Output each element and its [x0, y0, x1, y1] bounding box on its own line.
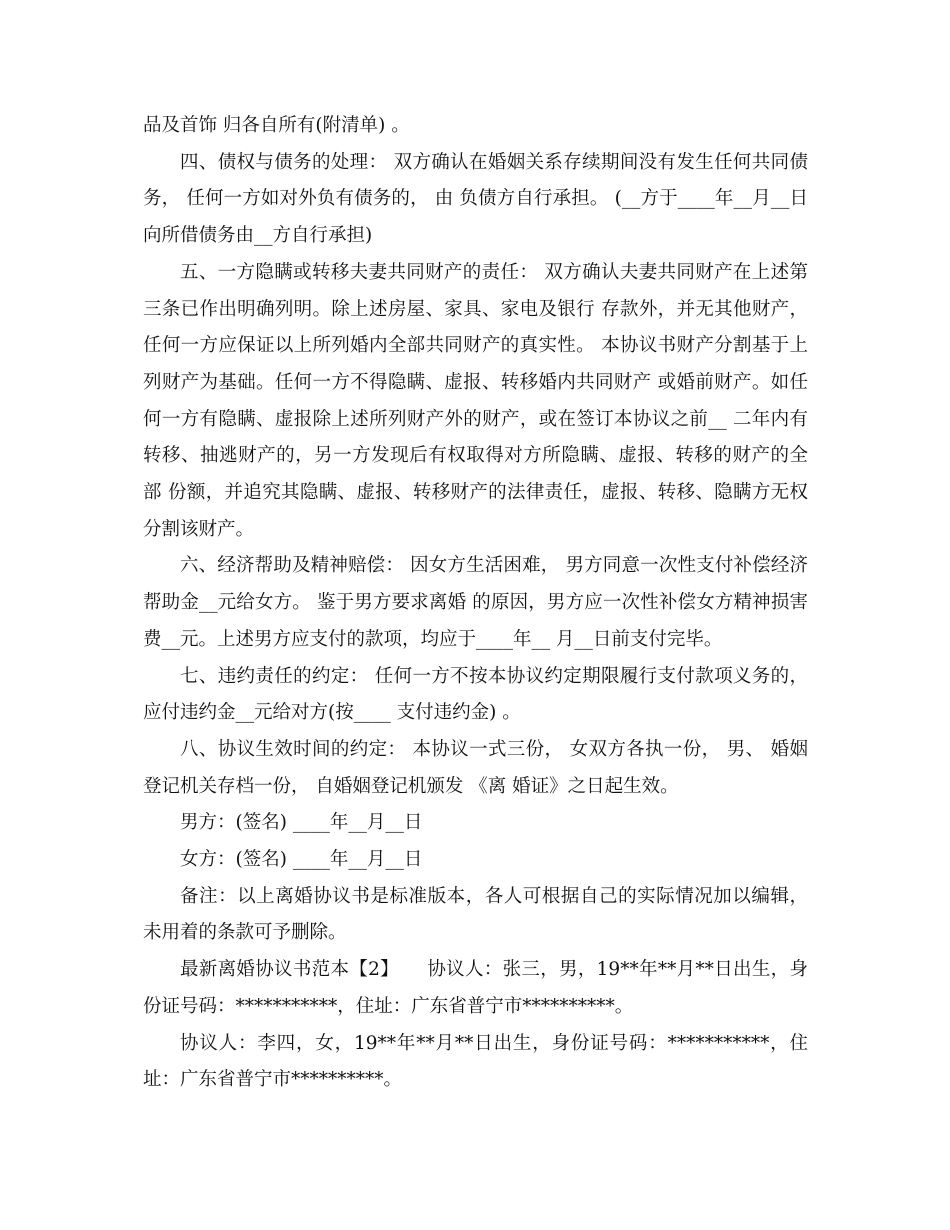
paragraph-economic-compensation: 六、经济帮助及精神赔偿： 因女方生活困难， 男方同意一次性支付补偿经济帮助金__元给女方。 鉴于男方要求离婚 的原因，男方应一次性补偿女方精神损害费__元。上述男方应支付的款项，均应于____年__ 月__日前支付完毕。: [143, 555, 808, 650]
paragraph-jewelry-clause-end: 品及首饰 归各自所有(附清单) 。: [143, 115, 410, 136]
signature-line-male: 男方：(签名) ____年__月__日: [180, 812, 423, 834]
paragraph-concealment-liability: 五、一方隐瞒或转移夫妻共同财产的责任： 双方确认夫妻共同财产在上述第三条已作出明确列明。除上述房屋、家具、家电及银行 存款外，并无其他财产，任何一方应保证以上所列婚内全部共同财产的真实性。 本协议书财产分割基于上列财产为基础。任何一方不得隐瞒、虚报、转移婚内共同财产 或婚前财产。如任何一方有隐瞒、虚报除上述所列财产外的财产，或在签订本协议之前__ 二年内有转移、抽逃财产的，另一方发现后有权取得对方所隐瞒、虚报、转移的财产的全部 份额，并追究其隐瞒、虚报、转移财产的法律责任，虚报、转移、隐瞒方无权分割该财产。: [143, 261, 808, 540]
paragraph-sample-2-party-one: 最新离婚协议书范本【2】 协议人：张三，男，19**年**月**日出生，身份证号码：***********，住址：广东省普宁市**********。: [143, 959, 808, 1017]
paragraph-sample-2-party-two: 协议人：李四，女，19**年**月**日出生，身份证号码：***********，住址：广东省普宁市**********。: [143, 1032, 808, 1091]
paragraph-remarks: 备注：以上离婚协议书是标准版本，各人可根据自己的实际情况加以编辑，未用着的条款可予删除。: [143, 885, 808, 944]
paragraph-debts: 四、债权与债务的处理： 双方确认在婚姻关系存续期间没有发生任何共同债务， 任何一方如对外负有债务的， 由 负债方自行承担。 (__方于____年__月__日向所借债务由__方自行承担): [143, 151, 808, 247]
document-body: [143, 108, 808, 1099]
paragraph-breach-liability: 七、违约责任的约定： 任何一方不按本协议约定期限履行支付款项义务的，应付违约金__元给对方(按____ 支付违约金) 。: [143, 665, 808, 724]
paragraph-effective-time: 八、协议生效时间的约定： 本协议一式三份， 女双方各执一份， 男、 婚姻登记机关存档一份， 自婚姻登记机颁发 《离 婚证》之日起生效。: [143, 738, 808, 797]
signature-line-female: 女方：(签名) ____年__月__日: [180, 849, 423, 871]
